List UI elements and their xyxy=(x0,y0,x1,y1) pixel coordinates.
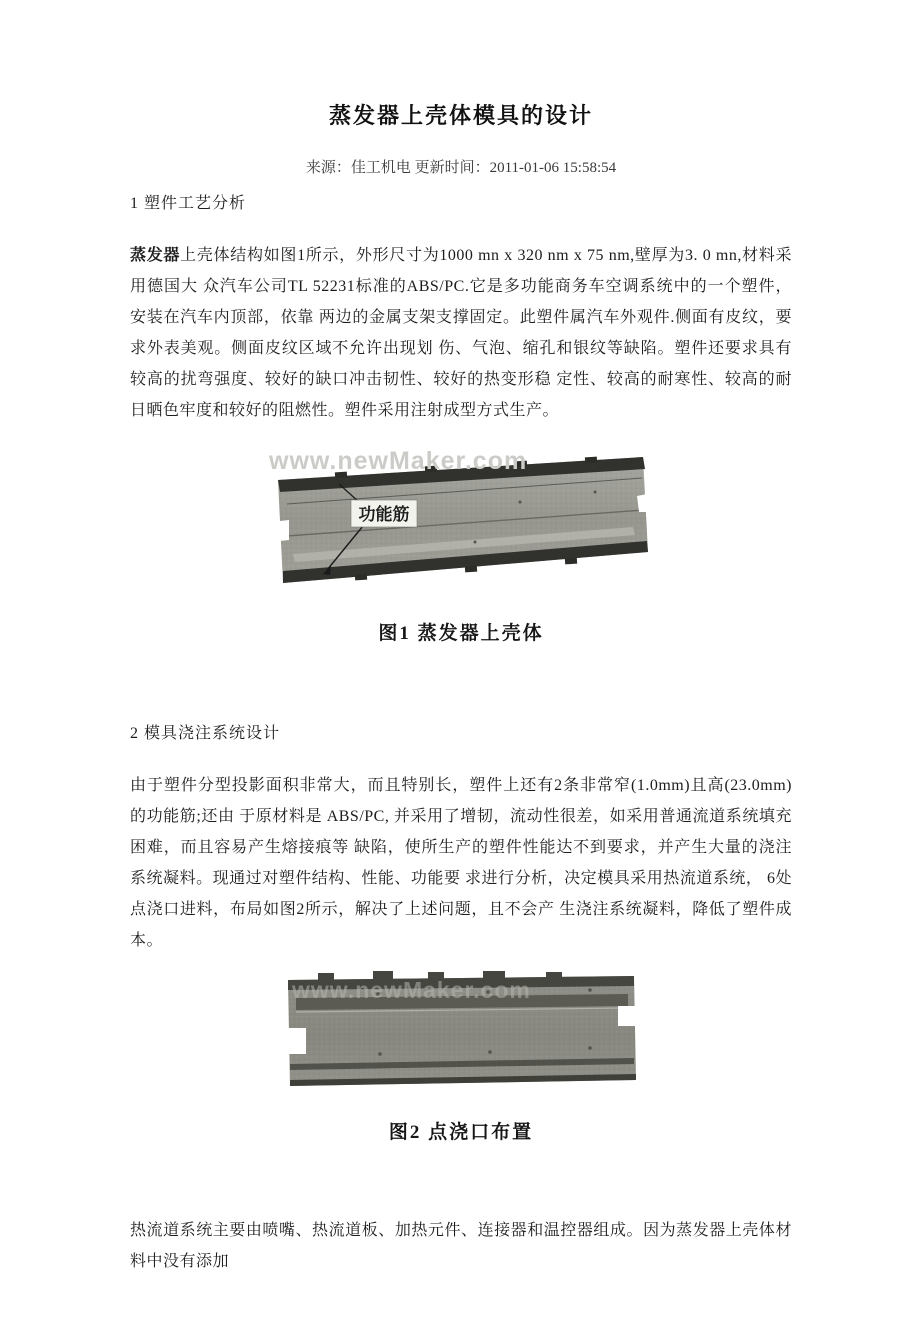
paragraph-text: 上壳体结构如图1所示，外形尺寸为1000 mn x 320 nm x 75 nm,壁厚为3. 0 mn,材料采用德国大 众汽车公司TL 52231标准的ABS/PC.它是多功能商务车空调系统中的一个塑件，安装在汽车内顶部，依靠 两边的金属支架支撑固定。此塑件属汽车外观件.侧面有皮纹，要求外表美观。侧面皮纹区域不允许出现划 伤、气泡、缩孔和银纹等缺陷。塑件还要求具有较高的扰弯强度、较好的缺口冲击韧性、较好的热变形稳 定性、较高的耐寒性、较高的耐日晒色牢度和较好的阻燃性。塑件采用注射成型方式生产。 xyxy=(130,247,792,419)
figure-2-caption: 图2 点浇口布置 xyxy=(388,1122,534,1143)
section-1-heading: 1 塑件工艺分析 xyxy=(130,195,247,212)
page-title: 蒸发器上壳体模具的设计 xyxy=(328,103,593,128)
rib-label: 功能筋 xyxy=(358,505,410,524)
right-notch xyxy=(618,1006,636,1026)
figure-2-photo xyxy=(278,968,644,1096)
section-2-heading: 2 模具浇注系统设计 xyxy=(130,725,281,742)
figure-1 xyxy=(130,442,792,646)
figure-1-photo xyxy=(265,442,657,607)
watermark-text: www.newMaker.com xyxy=(269,447,528,475)
left-notch xyxy=(271,520,289,542)
left-notch xyxy=(288,1028,306,1054)
paragraph-lead-bold: 蒸发器 xyxy=(130,247,181,264)
figure-1-caption: 图1 蒸发器上壳体 xyxy=(378,623,544,644)
closing-paragraph: 热流道系统主要由喷嘴、热流道板、加热元件、连接器和温控器组成。因为蒸发器上壳体材料中没有添加 xyxy=(130,1222,792,1270)
article-content xyxy=(0,100,920,1317)
watermark-text: www.newMaker.com xyxy=(292,977,531,1003)
source-meta-line: 来源：佳工机电 更新时间：2011-01-06 15:58:54 xyxy=(305,160,617,176)
figure-2 xyxy=(130,968,792,1145)
section-2-paragraph: 由于塑件分型投影面积非常大，而且特别长，塑件上还有2条非常窄(1.0mm)且高(23.0mm)的功能筋;还由 于原材料是 ABS/PC, 并采用了增韧，流动性很差，如采用普通流道系统填充困难，而且容易产生熔接痕等 缺陷，使所生产的塑件性能达不到要求，并产生大量的浇注系统凝料。现通过对塑件结构、性能、功能要 求进行分析，决定模具采用热流道系统， 6处点浇口进料，布局如图2所示，解决了上述问题，且不会产 生浇注系统凝料，降低了塑件成本。 xyxy=(130,777,792,949)
section-1-paragraph xyxy=(130,240,792,426)
